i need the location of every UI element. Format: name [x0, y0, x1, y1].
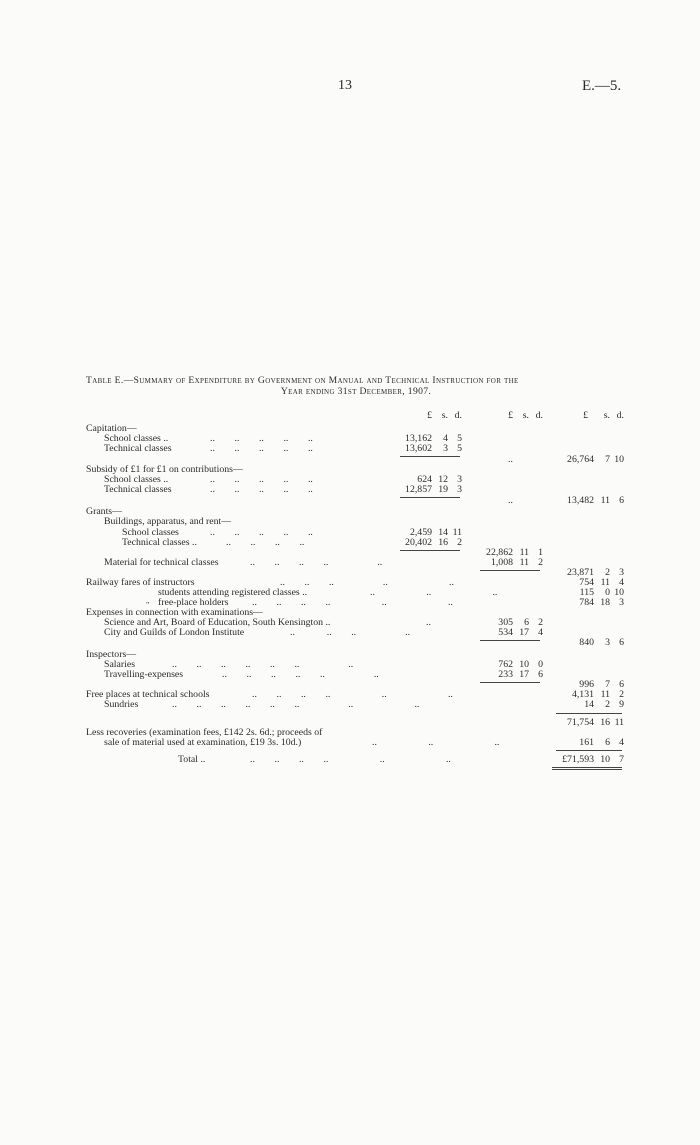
- leader-dots: .. .. ..: [372, 737, 500, 748]
- amount-cell: 996 7 6: [579, 679, 624, 690]
- amount-cell: 13,482 11 6: [567, 495, 624, 506]
- table-title-line-2: Year ending 31st December, 1907.: [280, 386, 432, 397]
- table-title: [86, 375, 626, 397]
- amount-cell: 624 12 3: [417, 474, 462, 485]
- row-label: Technical classes: [104, 484, 172, 495]
- page-number: 13: [338, 78, 352, 93]
- row-label: Material for technical classes: [104, 557, 219, 568]
- col2-header: £ s. d.: [508, 410, 543, 421]
- row-label: City and Guilds of London Institute: [104, 627, 245, 638]
- amount-cell: 12,857 19 3: [405, 484, 462, 495]
- amount-cell: 762 10 0: [498, 659, 543, 670]
- amount-cell: 161 6 4: [579, 737, 624, 748]
- subsection-buildings: Buildings, apparatus, and rent—: [104, 516, 232, 527]
- section-capitation: Capitation—: [86, 423, 137, 434]
- ditto-mark: ,,: [146, 597, 150, 605]
- total-label: Total ..: [178, 754, 206, 765]
- row-label: students attending registered classes ..: [158, 587, 308, 598]
- leader-dots: .. .. .. ..: [226, 537, 305, 548]
- leader-dots: .. .. .. .. ..: [210, 484, 313, 495]
- amount-cell: 1,008 11 2: [490, 557, 543, 568]
- leader-dots: .. .. .. .. .. .. ..: [172, 659, 354, 670]
- section-inspectors: Inspectors—: [86, 649, 137, 660]
- row-label: sale of material used at examination, £19 3s. 10d.): [104, 737, 302, 748]
- leader-dots: .. .. .. .. ..: [210, 443, 313, 454]
- row-label: School classes: [122, 527, 179, 538]
- amount-cell: 2,459 14 11: [409, 527, 462, 538]
- row-label: Railway fares of instructors: [86, 577, 195, 588]
- leader-dots: .. .. .. .. ..: [210, 433, 313, 444]
- total-cell: £71,593 10 7: [562, 754, 624, 765]
- leader-dots: ..: [508, 454, 513, 465]
- section-subsidy: Subsidy of £1 for £1 on contributions—: [86, 464, 243, 475]
- section-expenses: Expenses in connection with examinations—: [86, 607, 263, 618]
- leader-dots: ..: [508, 495, 513, 506]
- row-label: School classes ..: [104, 433, 169, 444]
- amount-cell: 22,862 11 1: [486, 547, 543, 558]
- amount-cell: 115 0 10: [579, 587, 624, 598]
- row-label: Technical classes ..: [122, 537, 197, 548]
- row-label: Free places at technical schools: [86, 689, 210, 700]
- subtotal-cell: 71,754 16 11: [567, 717, 624, 728]
- row-label: Less recoveries (examination fees, £142 2s. 6d.; proceeds of: [86, 727, 323, 738]
- col1-header: £ s. d.: [427, 410, 462, 421]
- rule: [400, 497, 460, 498]
- amount-cell: 26,764 7 10: [567, 454, 624, 465]
- amount-cell: 20,402 16 2: [405, 537, 462, 548]
- row-label: Technical classes: [104, 443, 172, 454]
- section-grants: Grants—: [86, 506, 122, 517]
- amount-cell: 784 18 3: [579, 597, 624, 608]
- table-title-line-1: Table E.—Summary of Expenditure by Government on Manual and Technical Instruction for the: [86, 375, 519, 386]
- amount-cell: 840 3 6: [579, 637, 624, 648]
- row-label: Science and Art, Board of Education, South Kensington ..: [104, 617, 331, 628]
- col3-header: £ s. d.: [583, 410, 624, 421]
- amount-cell: 4,131 11 2: [571, 689, 624, 700]
- document-reference: E.—5.: [582, 78, 622, 94]
- row-label: Sundries: [104, 699, 139, 710]
- row-label: Salaries: [104, 659, 136, 670]
- leader-dots: .. .. .. .. .. .. .. ..: [172, 699, 420, 710]
- leader-dots: .. .. .. .. ..: [210, 474, 313, 485]
- rule: [480, 570, 540, 571]
- leader-dots: .. .. ..: [370, 587, 498, 598]
- row-label: free-place holders: [158, 597, 229, 608]
- rule: [556, 713, 622, 714]
- rule: [480, 640, 540, 641]
- rule: [400, 550, 460, 551]
- amount-cell: 233 17 6: [498, 669, 543, 680]
- leader-dots: .. .. .. .. ..: [280, 577, 454, 588]
- amount-cell: 23,871 2 3: [567, 567, 624, 578]
- row-label: School classes ..: [104, 474, 169, 485]
- amount-cell: 754 11 4: [579, 577, 624, 588]
- amount-cell: 305 6 2: [498, 617, 543, 628]
- amount-cell: 534 17 4: [498, 627, 543, 638]
- leader-dots: .. .. .. .. .. ..: [250, 754, 451, 765]
- leader-dots: .. .. .. .. .. ..: [222, 669, 379, 680]
- leader-dots: .. .. .. ..: [290, 627, 411, 638]
- leader-dots: ..: [426, 617, 431, 628]
- rule: [400, 456, 460, 457]
- rule: [556, 750, 622, 751]
- row-label: Travelling-expenses: [104, 669, 184, 680]
- amount-cell: 13,162 4 5: [405, 433, 462, 444]
- amount-cell: 13,602 3 5: [405, 443, 462, 454]
- leader-dots: .. .. .. .. .. ..: [252, 597, 453, 608]
- leader-dots: .. .. .. .. ..: [250, 557, 383, 568]
- rule: [480, 682, 540, 683]
- double-rule-top: [552, 767, 622, 768]
- leader-dots: .. .. .. .. ..: [210, 527, 313, 538]
- amount-cell: 14 2 9: [584, 699, 624, 710]
- double-rule-bottom: [552, 769, 622, 770]
- leader-dots: .. .. .. .. .. ..: [252, 689, 453, 700]
